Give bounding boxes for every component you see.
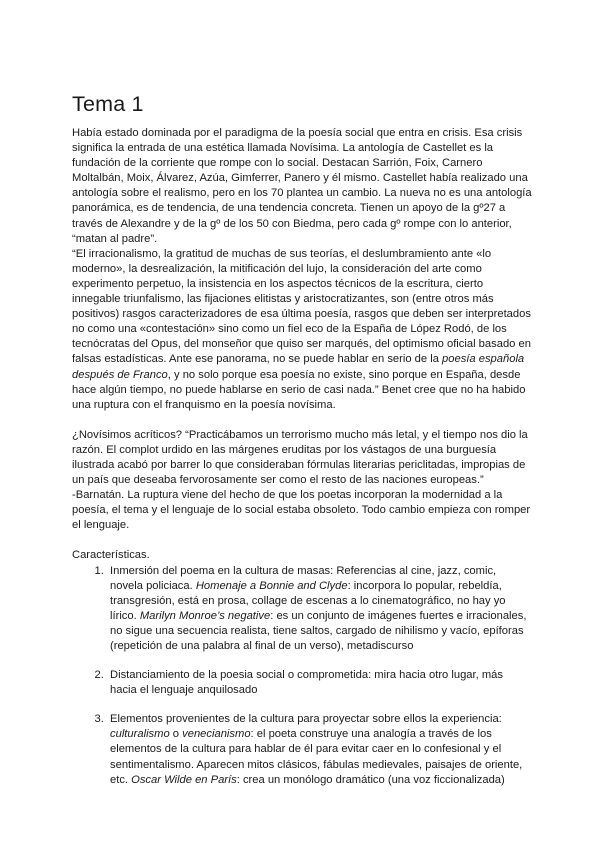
list-item-italic: Oscar Wilde en París — [131, 773, 237, 786]
list-item-italic: venecianismo — [182, 728, 251, 741]
list-item-text: : es un conjunto de imágenes fuertes e irracionales, no sigue una secuencia realista, tiene saltos, cargado de nihilismo y vacío, epíforas (repetición de una palabra al final de un verso), metadiscurso — [110, 609, 527, 652]
list-item-italic: culturalismo — [110, 728, 170, 741]
quote-text-b: , y no solo porque esa poesía no existe, sino porque en España, desde hace algún tiempo, no puede hablarse en serio de casi nada.” Benet cree que no ha habido una ruptura con el franquismo en la poesía novísima. — [72, 368, 526, 411]
list-item-text: Elementos provenientes de la cultura para proyectar sobre ellos la experiencia: — [110, 713, 502, 726]
list-item-text: Distanciamiento de la poesia social o comprometida: mira hacia otro lugar, más hacia el lenguaje anquilosado — [110, 669, 503, 697]
document-page — [72, 92, 532, 802]
list-item-text: Inmersión del poema en la cultura de masas: Referencias al cine, jazz, comic, novela policiaca. — [110, 564, 497, 592]
list-item-text: o — [169, 728, 183, 741]
list-item-italic: Homenaje a Bonnie and Clyde — [195, 579, 348, 592]
quote-paragraph — [72, 247, 532, 413]
list-item — [107, 564, 532, 655]
list-item — [107, 712, 532, 787]
barnatan-paragraph: -Barnatán. La ruptura viene del hecho de que los poetas incorporan la modernidad a la poesía, el tema y el lenguaje de lo social estaba obsoleto. Todo cambio empieza con romper el lenguaje. — [72, 489, 531, 532]
quote-italic-title: poesía española después de Franco — [72, 353, 525, 381]
list-item — [107, 668, 532, 698]
novisimos-paragraph: ¿Novísimos acríticos? “Practicábamos un terrorismo mucho más letal, y el tiempo nos dio la razón. El complot urdido en las márgenes eruditas por los vástagos de una burguesía ilustrada acabó por barrer lo que consideraban fórmulas literarias periclitadas, impropias de un país que deseaba fervorosamente ser como el resto de las naciones europeas.” — [72, 428, 528, 487]
list-item-text: : incorpora lo popular, rebeldía, transgresión, está en prosa, collage de escenas a lo cinematográfico, no hay yo lírico. — [110, 579, 506, 622]
quote-text-a: “El irracionalismo, la gratitud de muchas de sus teorías, el deslumbramiento ante «lo moderno», la desrealización, la mitificación del lujo, la consideración del arte como experimento perpetuo, la insistencia en los aspectos técnicos de la escritura, cierto innegable triunfalismo, las fijaciones elitistas y aristocratizantes, son (entre otros más positivos) rasgos caracterizadores de esa última poesía, rasgos que deben ser interpretados no como una «contestación» sino como un fiel eco de la España de López Rodó, de los tecnócratas del Opus, del monseñor que quiso ser marqués, del optimismo oficial basado en falsas estadísticas. Ante ese panorama, no se puede hablar en serio de la — [72, 247, 531, 366]
page-title: Tema 1 — [72, 92, 144, 116]
list-item-text: : el poeta construye una analogía a través de los elementos de la cultura para hablar de él para evitar caer en lo confesional y el sentimentalismo. Aparecen mitos clásicos, fábulas medievales, paisajes de oriente, etc. — [110, 728, 523, 786]
spacer — [72, 533, 532, 548]
intro-paragraph: Había estado dominada por el paradigma de la poesía social que entra en crisis. Esa crisis significa la entrada de una estética llamada Novísima. La antología de Castellet es la fundación de la corriente que rompe con lo social. Destacan Sarrión, Foix, Carnero Moltalbán, Moix, Álvarez, Azúa, Gimferrer, Panero y él mismo. Castellet había realizado una antología sobre el realismo, pero en los 70 plantea un cambio. La nueva no es una antología panorámica, es de tendencia, de una tendencia concreta. Tienen un apoyo de la gº27 a través de Alexandre y de la gº de los 50 con Biedma, pero cada gº rompe con lo anterior, “matan al padre”. — [72, 127, 532, 245]
caracteristicas-list — [72, 564, 532, 788]
list-item-text: : crea un monólogo dramático (una voz ficcionalizada) — [236, 773, 505, 786]
list-item-italic: Marilyn Monroe’s negative — [139, 609, 271, 622]
caracteristicas-heading: Características. — [72, 549, 150, 562]
spacer — [72, 413, 532, 428]
